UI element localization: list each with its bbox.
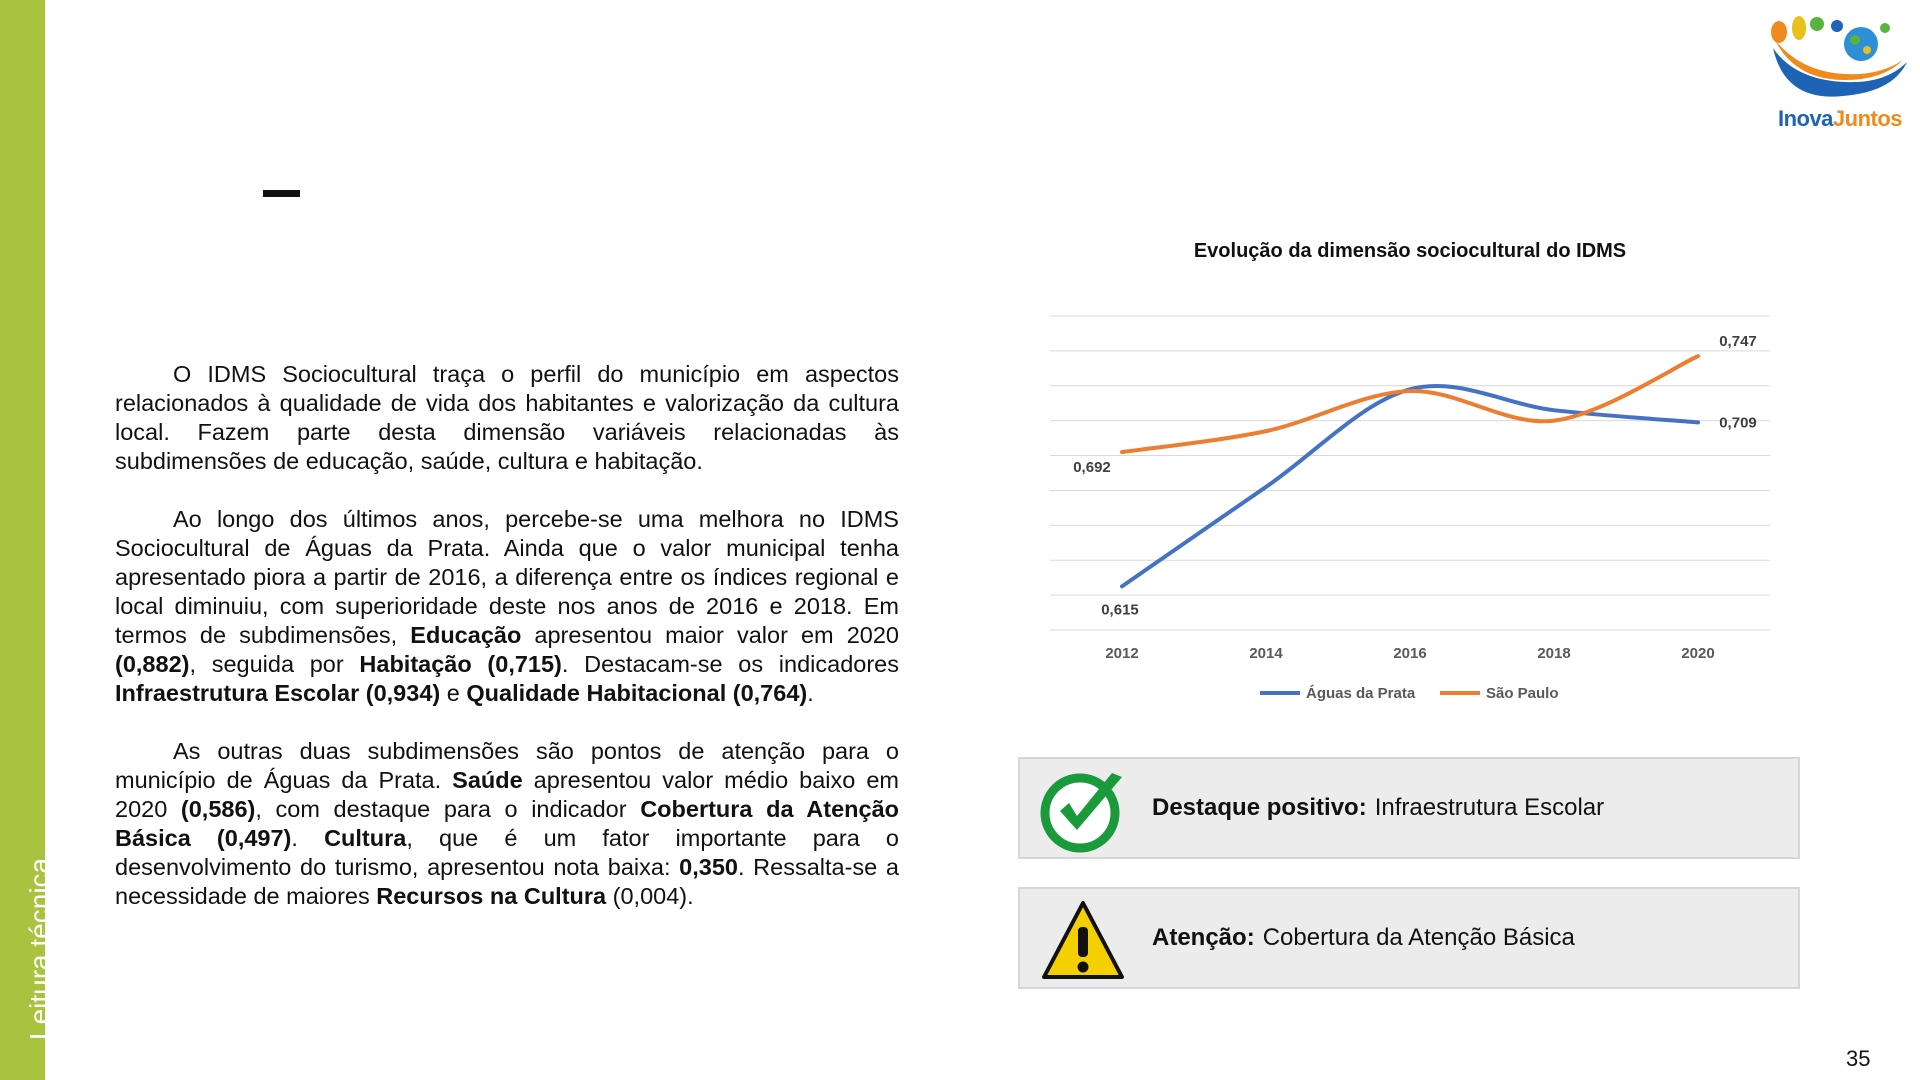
- emphasis-text: Qualidade Habitacional (0,764): [466, 680, 808, 706]
- x-tick-label: 2014: [1249, 645, 1283, 662]
- emphasis-text: Cultura: [324, 825, 407, 851]
- page-number: 35: [1846, 1046, 1871, 1071]
- x-tick-label: 2016: [1393, 645, 1427, 662]
- series-line-2: [1122, 356, 1698, 452]
- title-dash: [263, 190, 300, 197]
- data-label: 0,709: [1719, 414, 1757, 432]
- paragraph-3: [115, 737, 899, 911]
- data-label: 0,747: [1719, 333, 1757, 351]
- attention-label: Atenção:: [1152, 924, 1255, 951]
- attention-value: Cobertura da Atenção Básica: [1262, 924, 1575, 951]
- text-run: O IDMS Sociocultural traça o perfil do município em aspectos relacionados à qualidade de vida dos habitantes e valorização da cultura local. Fazem parte desta dimensão variáveis relacionadas às subdimensões de educação, saúde, cultura e habitação.: [115, 361, 899, 474]
- emphasis-text: (0,586): [180, 796, 256, 822]
- sidebar-label: Leitura técnica: [24, 857, 55, 1040]
- text-run: . Ressalta-se a necessidade de maiores: [115, 854, 899, 909]
- x-tick-label: 2018: [1537, 645, 1571, 662]
- text-run: . Destacam-se os indicadores: [561, 651, 899, 677]
- legend-label-1: Águas da Prata: [1306, 685, 1416, 702]
- text-run: , com destaque para o indicador: [255, 796, 641, 822]
- emphasis-text: 0,350: [679, 854, 738, 880]
- text-run: , que é um fator importante para o desenvolvimento do turismo, apresentou nota baixa:: [115, 825, 899, 880]
- data-label: 0,615: [1101, 601, 1139, 619]
- chart-title: Evolução da dimensão sociocultural do IDMS: [1193, 240, 1627, 262]
- data-label: 0,692: [1073, 459, 1111, 477]
- logo-wordmark: InovaJuntos: [1777, 106, 1903, 131]
- positive-highlight-card: [1018, 757, 1800, 859]
- paragraph-2: [115, 505, 899, 708]
- text-run: As outras duas subdimensões são pontos de atenção para o município de Águas da Prata.: [115, 738, 899, 793]
- inovajuntos-logo: [1765, 10, 1915, 140]
- attention-card: [1018, 887, 1800, 989]
- paragraph-1: [115, 360, 899, 476]
- positive-value: Infraestrutura Escolar: [1374, 794, 1605, 821]
- analysis-text: [115, 360, 899, 940]
- check-icon: [1040, 767, 1126, 853]
- text-run: .: [291, 825, 325, 851]
- emphasis-text: Cobertura da Atenção Básica (0,497): [115, 796, 900, 851]
- text-run: e: [440, 680, 467, 706]
- emphasis-text: Habitação (0,715): [359, 651, 562, 677]
- emphasis-text: (0,882): [115, 651, 190, 677]
- x-tick-label: 2012: [1105, 645, 1139, 662]
- warning-icon: [1040, 897, 1126, 983]
- text-run: , seguida por: [189, 651, 360, 677]
- emphasis-text: Educação: [410, 622, 522, 648]
- text-run: Ao longo dos últimos anos, percebe-se uma melhora no IDMS Sociocultural de Águas da Prata. Ainda que o valor municipal tenha apresentado piora a partir de 2016, a diferença entre os índices regional e local diminuiu, com superioridade deste nos anos de 2016 e 2018. Em termos de subdimensões,: [115, 506, 899, 648]
- x-tick-label: 2020: [1681, 645, 1715, 662]
- series-line-1: [1122, 386, 1698, 586]
- positive-label: Destaque positivo:: [1152, 794, 1367, 821]
- idms-line-chart: [1010, 290, 1810, 720]
- text-run: apresentou maior valor em 2020: [521, 622, 899, 648]
- text-run: apresentou valor médio baixo em 2020: [115, 767, 899, 822]
- legend-label-2: São Paulo: [1486, 685, 1559, 702]
- text-run: .: [807, 680, 814, 706]
- emphasis-text: Infraestrutura Escolar (0,934): [115, 680, 441, 706]
- emphasis-text: Saúde: [452, 767, 523, 793]
- logo-graphic: [1765, 10, 1915, 110]
- text-run: (0,004).: [606, 883, 694, 909]
- emphasis-text: Recursos na Cultura: [376, 883, 607, 909]
